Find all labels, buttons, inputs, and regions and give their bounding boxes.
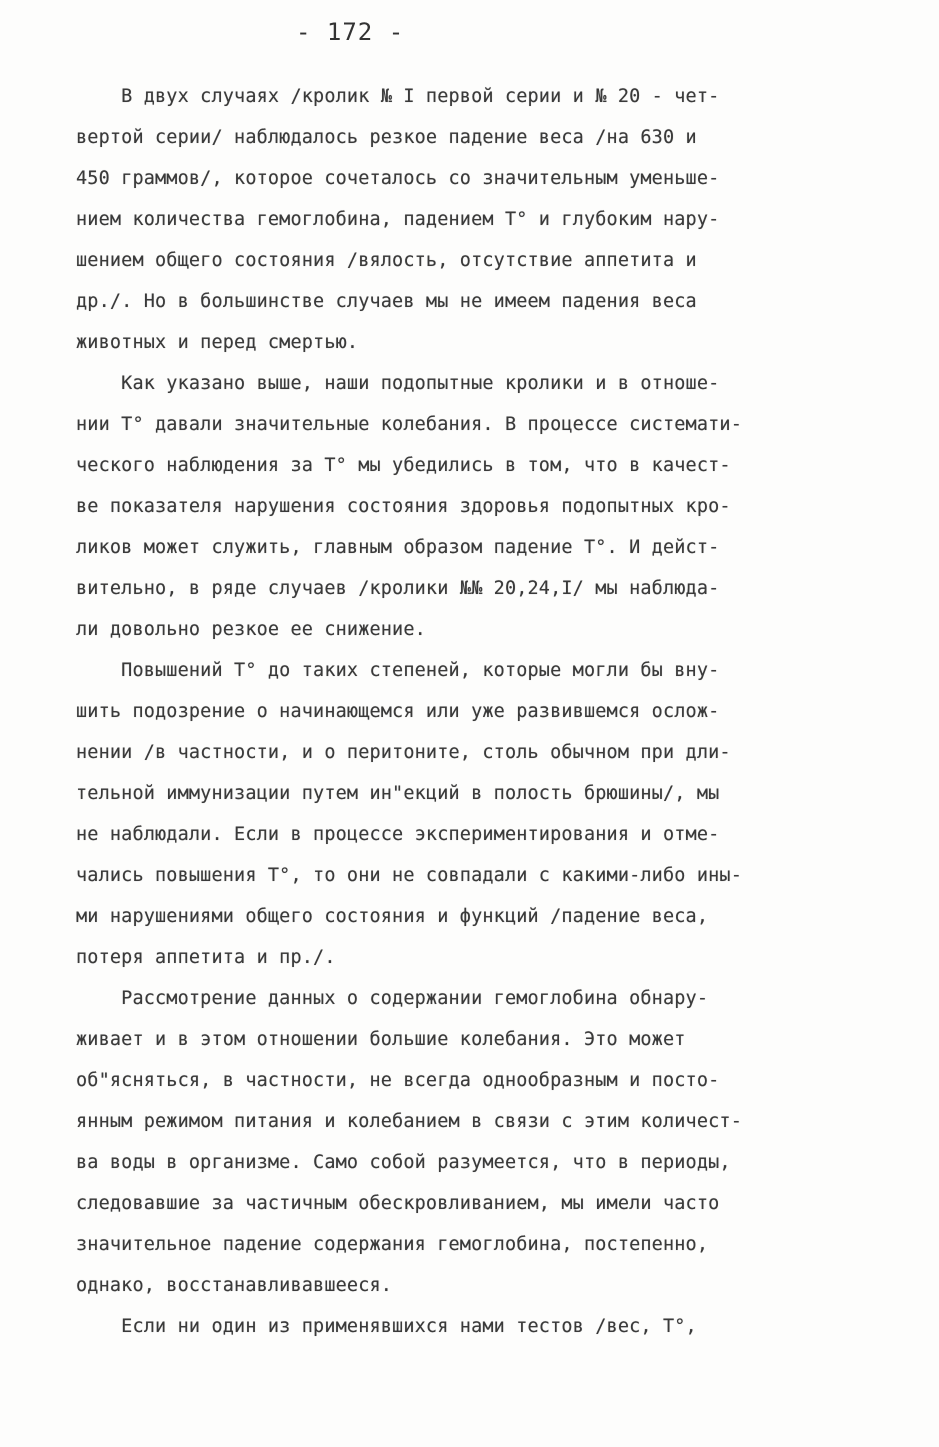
text-line: 450 граммов/, которое сочеталось со значительным уменьше- bbox=[76, 168, 720, 189]
text-line: тельной иммунизации путем ин"екций в полость брюшины/, мы bbox=[76, 783, 720, 804]
text-line: чались повышения Т°, то они не совпадали с какими-либо ины- bbox=[76, 865, 742, 886]
text-line: В двух случаях /кролик № I первой серии и № 20 - чет- bbox=[76, 86, 720, 107]
text-line: однако, восстанавливавшееся. bbox=[76, 1275, 393, 1296]
paragraph bbox=[76, 76, 876, 363]
text-line: значительное падение содержания гемоглобина, постепенно, bbox=[76, 1234, 709, 1255]
paragraph bbox=[76, 363, 876, 650]
paragraph bbox=[76, 1306, 876, 1347]
text-line: животных и перед смертью. bbox=[76, 332, 359, 353]
text-line: нием количества гемоглобина, падением Т° и глубоким нару- bbox=[76, 209, 720, 230]
text-line: Если ни один из применявшихся нами тестов /вес, Т°, bbox=[76, 1316, 697, 1337]
text-line: ве показателя нарушения состояния здоровья подопытных кро- bbox=[76, 496, 731, 517]
text-line: не наблюдали. Если в процессе экспериментирования и отме- bbox=[76, 824, 720, 845]
text-line: Рассмотрение данных о содержании гемоглобина обнару- bbox=[76, 988, 709, 1009]
page-number: - 172 - bbox=[296, 18, 405, 46]
text-line: янным режимом питания и колебанием в связи с этим количест- bbox=[76, 1111, 742, 1132]
text-line: др./. Но в большинстве случаев мы не имеем падения веса bbox=[76, 291, 697, 312]
paragraph bbox=[76, 650, 876, 978]
text-line: ческого наблюдения за Т° мы убедились в том, что в качест- bbox=[76, 455, 731, 476]
text-line: потеря аппетита и пр./. bbox=[76, 947, 336, 968]
text-line: Как указано выше, наши подопытные кролики и в отноше- bbox=[76, 373, 720, 394]
text-line: нении /в частности, и о перитоните, столь обычном при дли- bbox=[76, 742, 731, 763]
text-line: ликов может служить, главным образом падение Т°. И дейст- bbox=[76, 537, 720, 558]
text-line: вертой серии/ наблюдалось резкое падение веса /на 630 и bbox=[76, 127, 697, 148]
text-line: следовавшие за частичным обескровливанием, мы имели часто bbox=[76, 1193, 720, 1214]
text-line: ли довольно резкое ее снижение. bbox=[76, 619, 426, 640]
text-line: нии Т° давали значительные колебания. В процессе системати- bbox=[76, 414, 742, 435]
text-line: живает и в этом отношении большие колебания. Это может bbox=[76, 1029, 686, 1050]
text-line: ва воды в организме. Само собой разумеется, что в периоды, bbox=[76, 1152, 731, 1173]
text-line: шением общего состояния /вялость, отсутствие аппетита и bbox=[76, 250, 697, 271]
body-text bbox=[76, 76, 876, 1347]
text-line: вительно, в ряде случаев /кролики №№ 20,24,I/ мы наблюда- bbox=[76, 578, 720, 599]
text-line: ми нарушениями общего состояния и функций /падение веса, bbox=[76, 906, 709, 927]
text-line: Повышений Т° до таких степеней, которые могли бы вну- bbox=[76, 660, 720, 681]
text-line: шить подозрение о начинающемся или уже развившемся ослож- bbox=[76, 701, 720, 722]
text-line: об"ясняться, в частности, не всегда однообразным и посто- bbox=[76, 1070, 720, 1091]
paragraph bbox=[76, 978, 876, 1306]
